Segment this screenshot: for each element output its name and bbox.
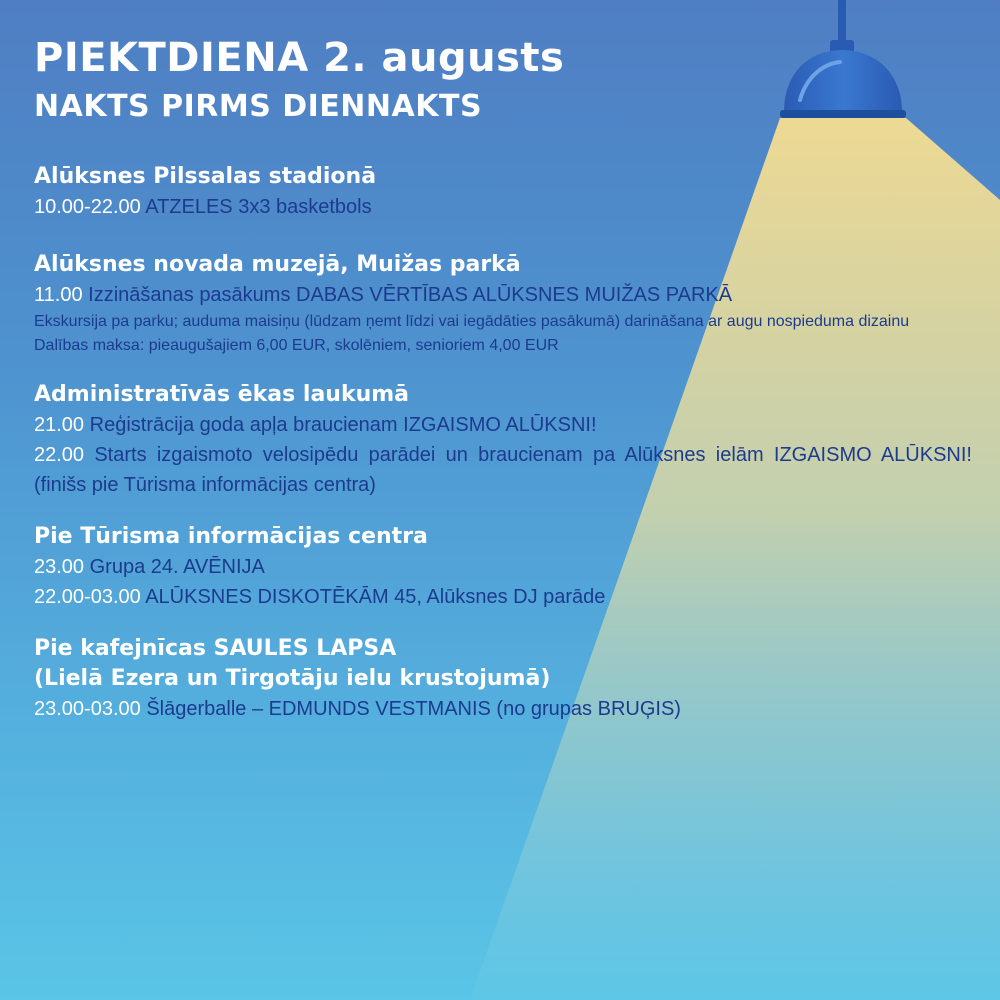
event-note: Ekskursija pa parku; auduma maisiņu (lūdzam ņemt līdzi vai iegādāties pasākumā) darināšana ar augu nospieduma dizainu (34, 313, 910, 330)
event-time: 22.00-03.00 (34, 586, 141, 608)
event-line (34, 280, 972, 310)
event-text: ALŪKSNES DISKOTĒKĀM 45, Alūksnes DJ parāde (145, 586, 606, 608)
venue-heading: Alūksnes Pilssalas stadionā (34, 164, 377, 189)
event-time: 23.00 (34, 556, 85, 578)
event-line (34, 410, 972, 440)
venue-heading: Alūksnes novada muzejā, Muižas parkā (34, 252, 521, 277)
section-admin-square (34, 380, 972, 500)
event-text: Šlāgerballe – EDMUNDS VESTMANIS (no grupas BRUĢIS) (146, 698, 681, 720)
event-line (34, 552, 972, 582)
event-line (34, 582, 972, 612)
section-museum (34, 250, 972, 358)
venue-heading: Pie kafejnīcas SAULES LAPSA (34, 636, 397, 661)
event-line (34, 694, 972, 724)
event-text: Grupa 24. AVĒNIJA (89, 556, 265, 578)
event-time: 21.00 (34, 414, 85, 436)
venue-subheading: (Lielā Ezera un Tirgotāju ielu krustojumā) (34, 666, 551, 691)
section-stadium (34, 162, 972, 222)
event-note: Dalības maksa: pieaugušajiem 6,00 EUR, skolēniem, senioriem 4,00 EUR (34, 337, 559, 354)
program-content (34, 35, 972, 724)
event-text: Starts izgaismoto velosipēdu parādei un braucienam pa Alūksnes ielām IZGAISMO ALŪKSNI! (finišs pie Tūrisma informācijas centra) (34, 444, 972, 496)
event-text: ATZELES 3x3 basketbols (145, 196, 372, 218)
section-tourism-center (34, 522, 972, 612)
event-time: 22.00 (34, 444, 85, 466)
event-text: Izzināšanas pasākums DABAS VĒRTĪBAS ALŪKSNES MUIŽAS PARKĀ (88, 284, 733, 306)
event-text: Reģistrācija goda apļa braucienam IZGAISMO ALŪKSNI! (89, 414, 597, 436)
page-subtitle: NAKTS PIRMS DIENNAKTS (34, 89, 483, 124)
page-title: PIEKTDIENA 2. augusts (34, 35, 565, 81)
event-time: 11.00 (34, 284, 83, 306)
venue-heading: Administratīvās ēkas laukumā (34, 382, 410, 407)
event-line (34, 192, 972, 222)
section-cafe (34, 634, 972, 724)
venue-heading: Pie Tūrisma informācijas centra (34, 524, 428, 549)
event-line (34, 440, 972, 500)
event-time: 10.00-22.00 (34, 196, 141, 218)
event-time: 23.00-03.00 (34, 698, 141, 720)
